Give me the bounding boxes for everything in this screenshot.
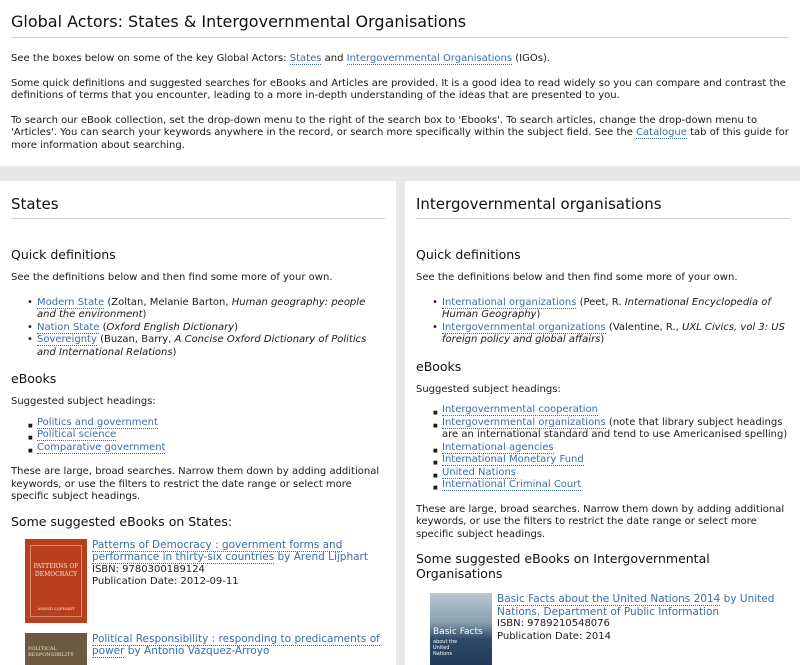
book-title-line <box>92 633 385 658</box>
definition-link[interactable]: Sovereignty <box>37 334 97 345</box>
list-item <box>27 442 385 455</box>
citation-text: ) <box>536 309 541 320</box>
book-cover-basic-facts[interactable] <box>430 593 492 665</box>
igo-subject-text: Suggested subject headings: <box>416 383 561 395</box>
book-cover-political-responsibility[interactable] <box>25 633 87 665</box>
citation-text: ) <box>234 321 239 333</box>
book-item <box>25 633 385 665</box>
definition-link[interactable]: Intergovernmental organizations <box>442 321 606 333</box>
states-ebooks-heading: eBooks <box>11 371 57 386</box>
book-item <box>430 593 790 665</box>
citation-title: Human geography: people and the environment <box>37 296 366 320</box>
subject-note: (note that library subject headings are an international standard and tend to use Americanised spelling) <box>442 416 788 440</box>
subject-link[interactable]: Political science <box>37 429 117 440</box>
cover-subtitle: about the United Nations <box>433 639 458 657</box>
book-title-link[interactable]: Patterns of Democracy : government forms and performance in thirty-six countries <box>92 538 343 563</box>
citation-text: ( <box>99 321 107 333</box>
book-info <box>92 633 385 658</box>
subject-link[interactable]: International agencies <box>442 441 554 453</box>
igo-subjects-list <box>432 404 790 492</box>
citation-title: UXL Civics, vol 3: US foreign policy and global affairs <box>442 321 785 345</box>
definition-link[interactable]: International organizations <box>442 296 577 308</box>
igo-link[interactable]: Intergovernmental Organisations <box>346 53 513 64</box>
list-item <box>432 454 790 467</box>
igo-box <box>405 181 800 665</box>
cover-title: PATTERNS OF DEMOCRACY <box>33 562 79 578</box>
intro-text: See the boxes below on some of the key Global Actors: <box>11 53 290 64</box>
states-qd-text: See the definitions below and then find some more of your own. <box>11 272 333 283</box>
igo-title: Intergovernmental organisations <box>416 195 790 219</box>
list-item <box>27 334 385 359</box>
states-subject-text: Suggested subject headings: <box>11 396 156 407</box>
intro-text: and <box>321 53 347 64</box>
subject-link[interactable]: Comparative government <box>37 441 166 453</box>
book-title-link[interactable]: Political Responsibility : responding to predicaments of power <box>92 632 380 657</box>
catalogue-link[interactable]: Catalogue <box>636 127 687 138</box>
intro-paragraph-2: Some quick definitions and suggested searches for eBooks and Articles are provided. It is a good idea to read widely so you can compare and contrast the definitions of terms that you encounter, leading to a more in-depth understanding of the ideas that are presented to you. <box>11 77 786 101</box>
states-note: These are large, broad searches. Narrow them down by adding additional keywords, or use the filters to restrict the date range or select more specific subject headings. <box>11 466 380 502</box>
citation-text: ) <box>600 334 605 345</box>
intro-paragraph-1 <box>11 53 789 66</box>
igo-note: These are large, broad searches. Narrow them down by adding additional keywords, or use the filters to restrict the date range or select more specific subject headings. <box>416 503 785 540</box>
citation-text: (Peet, R. <box>576 296 625 308</box>
subject-link[interactable]: Intergovernmental cooperation <box>442 404 598 415</box>
book-info <box>92 539 385 589</box>
book-title-line <box>92 539 385 564</box>
citation-text: (Buzan, Barry, <box>96 334 175 345</box>
igo-ebooks-heading: eBooks <box>416 358 462 374</box>
page-title: Global Actors: States & Intergovernmental Organisations <box>11 12 789 38</box>
book-isbn: ISBN: 9780300189124 <box>92 563 205 575</box>
subject-link[interactable]: Politics and government <box>37 416 158 428</box>
list-item <box>432 404 790 417</box>
list-item <box>432 467 790 480</box>
citation-text: (Zoltan, Melanie Barton, <box>104 296 232 308</box>
subject-link[interactable]: International Criminal Court <box>442 479 582 490</box>
igo-definitions-list <box>432 297 790 347</box>
definition-link[interactable]: Nation State <box>37 321 100 333</box>
citation-text: (Valentine, R., <box>605 321 682 333</box>
subject-link[interactable]: Intergovernmental organizations <box>442 416 606 428</box>
book-date: Publication Date: 2012-09-11 <box>92 576 239 587</box>
cover-title: Basic Facts <box>433 627 483 637</box>
list-item <box>432 479 790 492</box>
intro-box <box>0 0 800 166</box>
intro-text: To search our eBook collection, set the drop-down menu to the right of the search box to 'Ebooks'. To search articles, change the drop-down menu to 'Articles'. You can search your keywords anywhere in the record, or search more specifically within the subject field. See the <box>11 114 758 138</box>
book-author: by Antonio Vázquez-Arroyo <box>124 645 270 657</box>
states-subjects-list <box>27 417 385 455</box>
states-definitions-list <box>27 297 385 360</box>
subject-link[interactable]: International Monetary Fund <box>442 454 584 465</box>
book-isbn: ISBN: 9789210548076 <box>497 618 610 629</box>
igo-suggested-heading: Some suggested eBooks on Intergovernmental Organisations <box>416 551 710 581</box>
citation-text: ) <box>142 309 147 320</box>
subject-link[interactable]: United Nations <box>442 466 517 478</box>
list-item <box>27 429 385 442</box>
states-title: States <box>11 195 385 219</box>
book-item <box>25 539 385 623</box>
list-item <box>432 322 790 347</box>
intro-text: tab of this guide for more information about searching. <box>11 127 789 151</box>
list-item <box>432 297 790 322</box>
intro-paragraph-3 <box>11 115 789 153</box>
citation-title: International Encyclopedia of Human Geography <box>442 296 771 320</box>
igo-qd-text: See the definitions below and then find some more of your own. <box>416 272 738 283</box>
states-quick-definitions-heading: Quick definitions <box>11 247 116 262</box>
intro-text: (IGOs). <box>512 53 551 64</box>
list-item <box>27 297 385 322</box>
book-date: Publication Date: 2014 <box>497 630 611 642</box>
book-info <box>497 593 790 643</box>
igo-quick-definitions-heading: Quick definitions <box>416 247 521 262</box>
states-box <box>0 181 396 665</box>
states-suggested-heading: Some suggested eBooks on States: <box>11 513 233 529</box>
list-item <box>27 322 385 335</box>
list-item <box>432 442 790 455</box>
citation-text: ) <box>172 346 177 358</box>
book-cover-patterns[interactable] <box>25 539 87 623</box>
list-item <box>27 417 385 430</box>
book-author: by United Nations. Department of Public Information <box>497 593 775 618</box>
citation-title: A Concise Oxford Dictionary of Politics and International Relations <box>37 334 367 358</box>
list-item <box>432 417 790 442</box>
cover-author: AREND LIJPHART <box>37 605 75 611</box>
citation-title: Oxford English Dictionary <box>106 321 235 333</box>
definition-link[interactable]: Modern State <box>37 296 105 308</box>
states-link[interactable]: States <box>289 53 322 64</box>
book-author: by Arend Lijphart <box>274 551 368 563</box>
book-title-line <box>497 593 790 618</box>
cover-title: POLITICAL RESPONSIBILITY <box>28 645 74 658</box>
book-title-link[interactable]: Basic Facts about the United Nations 2014 <box>497 593 721 605</box>
